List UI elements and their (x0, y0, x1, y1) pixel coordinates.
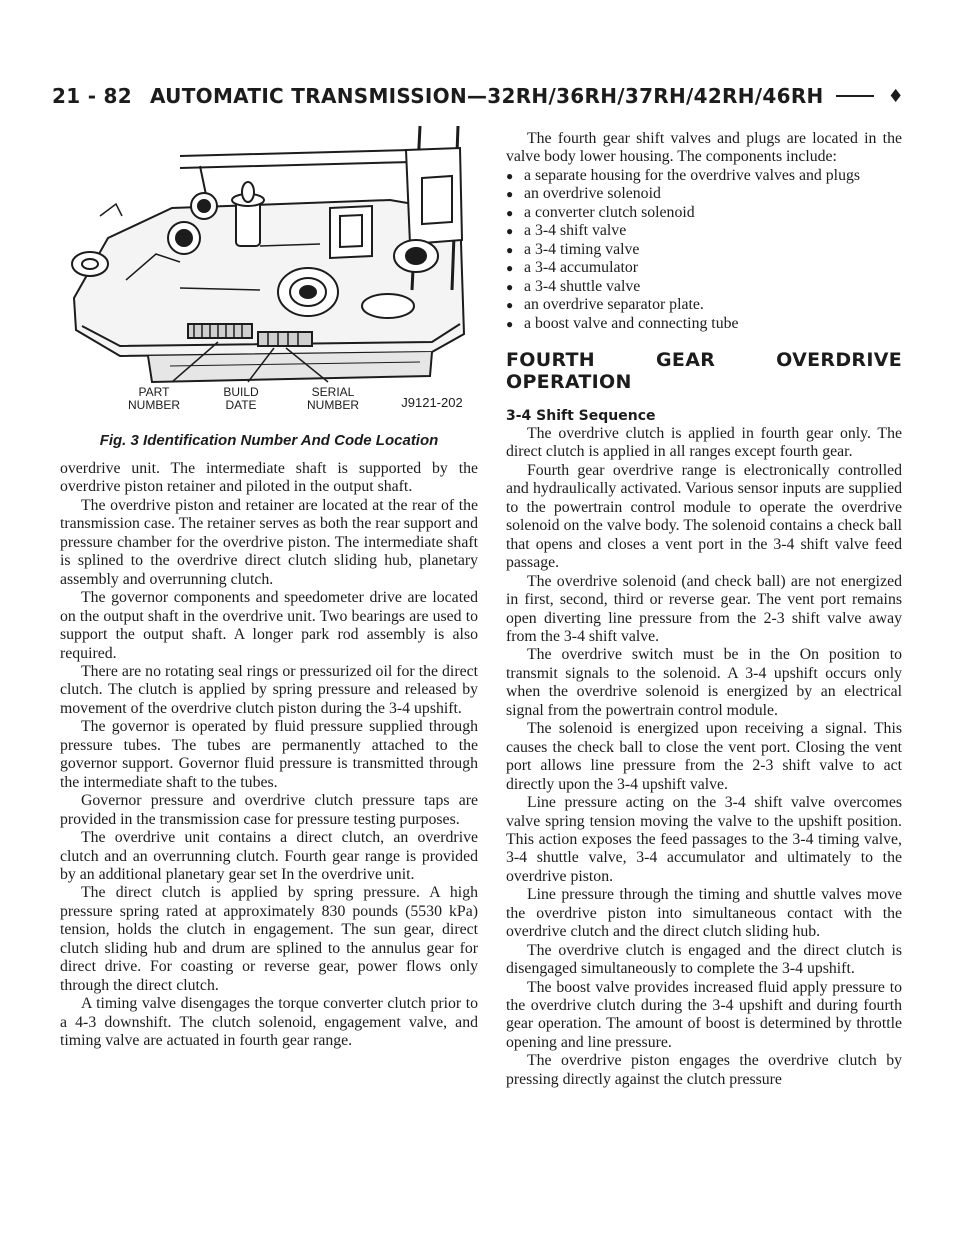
paragraph: The solenoid is energized upon receiving a signal. This causes the check ball to close the vent port. Closing the vent port allows line pressure from the 2-3 shift valve to act directly upon the 3-4 upshift valve. (506, 720, 902, 793)
paragraph: The direct clutch is applied by spring pressure. A high pressure spring rated at approximately 830 pounds (5530 kPa) tension, holds the clutch in engagement. The sun gear, direct clutch sliding hub and drum are splined to the annulus gear for direct drive. For coasting or reverse gear, power flows only through the direct clutch. (60, 884, 478, 994)
subsection-title: 3-4 Shift Sequence (506, 407, 656, 424)
paragraph: Line pressure acting on the 3-4 shift valve overcomes valve spring tension moving the valve to the upshift position. This action exposes the feed passages to the 3-4 timing valve, 3-4 shuttle valve, 3-4 accumulator and ultimately to the overdrive piston. (506, 794, 902, 885)
paragraph: Line pressure through the timing and shuttle valves move the overdrive piston into simultaneous contact with the overdrive clutch and the direct clutch sliding hub. (506, 886, 902, 941)
figure-illustration (60, 120, 478, 432)
build-date-label: BUILD DATE (223, 385, 259, 412)
diamond-icon: ♦ (887, 85, 904, 107)
list-item: ● an overdrive solenoid (506, 185, 902, 203)
paragraph: Fourth gear overdrive range is electronically controlled and hydraulically activated. Various sensor inputs are supplied to the powertrain control module to operate the overdrive solenoid on the valve body. The solenoid contains a check ball that opens and closes a vent port in the 3-4 shift valve feed passage. (506, 461, 902, 572)
paragraph: Governor pressure and overdrive clutch pressure taps are provided in the transmission case for pressure testing purposes. (60, 792, 478, 828)
paragraph: The overdrive piston and retainer are located at the rear of the transmission case. The retainer serves as both the rear support and pressure chamber for the overdrive piston. The intermediate shaft is splined to the overdrive direct clutch sliding hub, planetary assembly and overrunning clutch. (60, 496, 478, 588)
component-list (506, 167, 902, 333)
paragraph: The overdrive piston engages the overdrive clutch by pressing directly against the clutch pressure (506, 1052, 902, 1088)
chapter-title: AUTOMATIC TRANSMISSION—32RH/36RH/37RH/42RH/46RH (150, 84, 824, 108)
figure-code: J9121-202 (401, 395, 463, 410)
list-item: ● a converter clutch solenoid (506, 204, 902, 222)
header-rule (836, 95, 874, 97)
paragraph: The overdrive solenoid (and check ball) are not energized in first, second, third or reverse gear. The vent port remains open diverting line pressure from the 2-3 shift valve away from the 3-4 shift valve. (506, 572, 902, 645)
paragraph: The governor components and speedometer drive are located on the output shaft in the overdrive unit. Two bearings are used to support the output shaft. A longer park rod assembly is also required. (60, 589, 478, 662)
list-item: ● a 3-4 timing valve (506, 241, 902, 259)
paragraph: There are no rotating seal rings or pressurized oil for the direct clutch. The clutch is applied by spring pressure and released by movement of the overdrive clutch piston during the 3-4 upshift. (60, 662, 478, 717)
section-title: FOURTH GEAR OVERDRIVE OPERATION (506, 348, 902, 393)
paragraph: The overdrive clutch is applied in fourth gear only. The direct clutch is applied in all ranges except fourth gear. (506, 424, 902, 461)
intro-paragraph: The fourth gear shift valves and plugs are located in the valve body lower housing. The components include: (506, 130, 902, 166)
left-column (60, 460, 478, 1051)
list-item: ● a 3-4 shift valve (506, 222, 902, 240)
paragraph: overdrive unit. The intermediate shaft is supported by the overdrive piston retainer and piloted in the output shaft. (60, 460, 478, 496)
figure-caption: Fig. 3 Identification Number And Code Location (99, 432, 439, 449)
paragraph: The boost valve provides increased fluid apply pressure to the overdrive clutch during the 3-4 upshift and during fourth gear operation. The amount of boost is determined by throttle opening and line pressure. (506, 978, 902, 1051)
paragraph: The overdrive unit contains a direct clutch, an overdrive clutch and an overrunning clutch. Fourth gear range is provided by an additional planetary gear set In the overdrive unit. (60, 829, 478, 883)
right-column (506, 130, 902, 1089)
list-item: ● a 3-4 accumulator (506, 259, 902, 277)
list-item: ● a boost valve and connecting tube (506, 315, 902, 333)
list-item: ● a 3-4 shuttle valve (506, 278, 902, 296)
page-header (52, 82, 904, 110)
list-item: ● an overdrive separator plate. (506, 296, 902, 314)
part-number-label: PART NUMBER (127, 385, 180, 412)
paragraph: The overdrive clutch is engaged and the direct clutch is disengaged simultaneously to complete the 3-4 upshift. (506, 941, 902, 978)
serial-number-label: SERIAL NUMBER (306, 385, 359, 412)
page-number: 21 - 82 (52, 84, 132, 108)
list-item: ● a separate housing for the overdrive valves and plugs (506, 167, 902, 185)
paragraph: A timing valve disengages the torque converter clutch prior to a 4-3 downshift. The clutch solenoid, engagement valve, and timing valve are actuated in fourth gear range. (60, 995, 478, 1050)
paragraph: The governor is operated by fluid pressure supplied through pressure tubes. The tubes are permanently attached to the governor support. Governor fluid pressure is transmitted through the intermediate shaft to the tubes. (60, 718, 478, 791)
paragraph: The overdrive switch must be in the On position to transmit signals to the solenoid. A 3-4 upshift occurs only when the overdrive solenoid is energized by an electrical signal from the powertrain control module. (506, 646, 902, 719)
